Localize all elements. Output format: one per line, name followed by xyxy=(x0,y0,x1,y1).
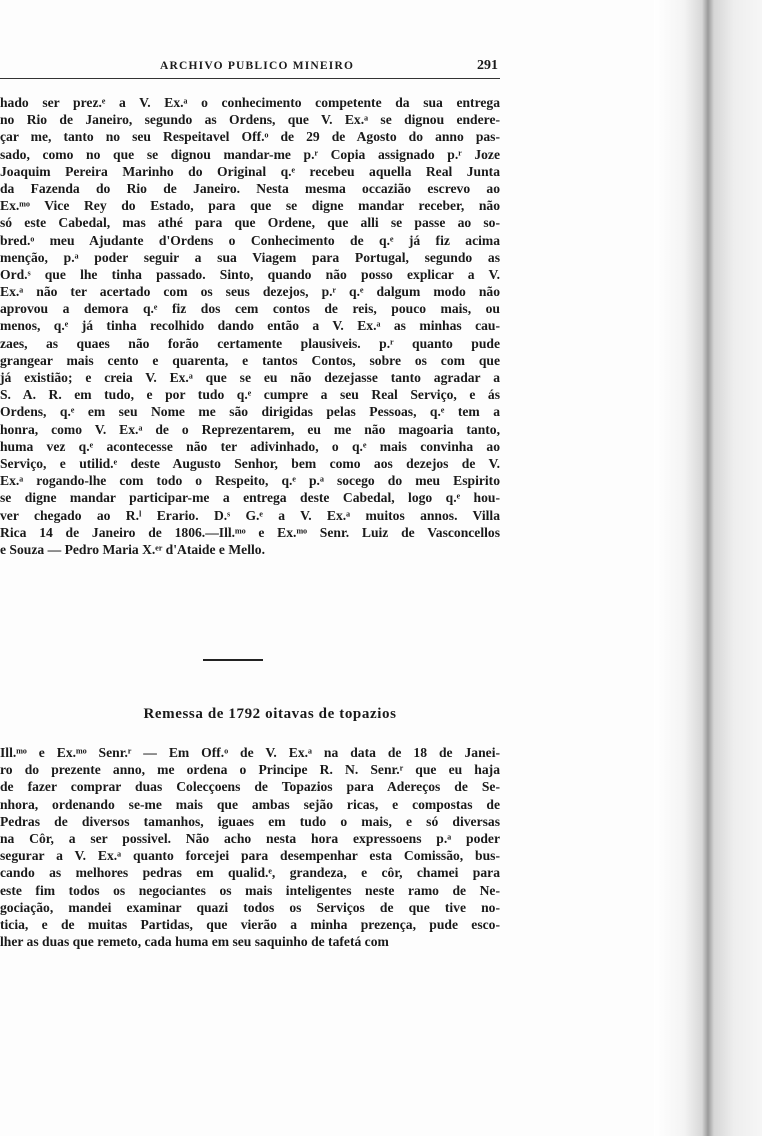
letter-2-line: cando as melhores pedras em qualid.ᵉ, grandeza, e côr, chamei para xyxy=(0,865,500,881)
page-number: 291 xyxy=(477,58,498,73)
letter-1-line: sado, como no que se dignou mandar-me p.ʳ Copia assignado p.ʳ Joze xyxy=(0,146,500,162)
letter-1-line: Ex.ᵃ não ter acertado com os seus dezejos, p.ʳ q.ᵉ dalgum modo não xyxy=(0,284,500,300)
letter-2-line: ticia, e de muitas Partidas, que vierão a minha prezença, pude esco- xyxy=(0,916,500,932)
letter-2-line: de fazer comprar duas Colecçoens de Topazios para Adereços de Se- xyxy=(0,779,500,795)
running-title: ARCHIVO PUBLICO MINEIRO xyxy=(160,60,355,72)
letter-2-line: este fim todos os negociantes os mais inteligentes neste ramo de Ne- xyxy=(0,882,500,898)
letter-1-line: Ord.ˢ que lhe tinha passado. Sinto, quando não posso explicar a V. xyxy=(0,266,500,282)
letter-2-line: gociação, mandei examinar quazi todos os Serviços de que tive no- xyxy=(0,899,500,915)
header-rule xyxy=(0,78,500,79)
letter-2-line: Ill.ᵐᵒ e Ex.ᵐᵒ Senr.ʳ — Em Off.ᵒ de V. Ex.ᵃ na data de 18 de Janei- xyxy=(0,745,500,760)
letter-1-line: honra, como V. Ex.ᵃ de o Reprezentarem, eu me não magoaria tanto, xyxy=(0,421,500,437)
book-spine-shadow xyxy=(654,0,762,1136)
letter-2-line: ro do prezente anno, me ordena o Principe R. N. Senr.ʳ que eu haja xyxy=(0,762,500,778)
letter-1-line: Serviço, e utilid.ᵉ deste Augusto Senhor, bem como aos dezejos de V. xyxy=(0,455,500,471)
letter-body-2 xyxy=(0,744,500,950)
section-separator xyxy=(203,659,263,661)
letter-1-line: huma vez q.ᵉ acontecesse não ter adivinhado, o q.ᵉ mais convinha ao xyxy=(0,438,500,454)
letter-1-line: aprovou a demora q.ᵉ fiz dos cem contos de reis, pouco mais, ou xyxy=(0,301,500,317)
letter-1-line: e Souza — Pedro Maria X.ᵉʳ d'Ataide e Mello. xyxy=(0,541,265,557)
letter-2-line: nhora, ordenando se-me mais que ambas sejão ricas, e compostas de xyxy=(0,796,500,812)
letter-1-line: S. A. R. em tudo, e por tudo q.ᵉ cumpre a seu Real Serviço, e ás xyxy=(0,387,500,403)
letter-1-line: menção, p.ᵃ poder seguir a sua Viagem para Portugal, segundo as xyxy=(0,249,500,265)
letter-1-line: menos, q.ᵉ já tinha recolhido dando então a V. Ex.ᵃ as minhas cau- xyxy=(0,318,500,334)
letter-2-line: lher as duas que remeto, cada huma em seu saquinho de tafetá com xyxy=(0,934,389,950)
letter-1-line: Ex.ᵃ rogando-lhe com todo o Respeito, q.ᵉ p.ᵃ socego do meu Espirito xyxy=(0,473,500,489)
letter-1-line: Ex.ᵐᵒ Vice Rey do Estado, para que se digne mandar receber, não xyxy=(0,198,500,214)
letter-1-line: bred.ᵒ meu Ajudante d'Ordens o Conhecimento de q.ᵉ já fiz acima xyxy=(0,232,500,248)
letter-1-line: Rica 14 de Janeiro de 1806.—Ill.ᵐᵒ e Ex.ᵐᵒ Senr. Luiz de Vasconcellos xyxy=(0,524,500,540)
letter-1-line: no Rio de Janeiro, segundo as Ordens, que V. Ex.ᵃ se dignou endere- xyxy=(0,112,500,128)
letter-2-line: segurar a V. Ex.ᵃ quanto forcejei para desempenhar esta Comissão, bus- xyxy=(0,848,500,864)
letter-1-line: da Fazenda do Rio de Janeiro. Nesta mesma occazião escrevo ao xyxy=(0,180,500,196)
letter-1-line: çar me, tanto no seu Respeitavel Off.ᵒ de 29 de Agosto do anno pas- xyxy=(0,129,500,145)
letter-2-line: Pedras de diversos tamanhos, iguaes em tudo o mais, e só diversas xyxy=(0,813,500,829)
letter-1-line: se digne mandar participar-me a entrega deste Cabedal, logo q.ᵉ hou- xyxy=(0,490,500,506)
letter-1-line: grangear mais cento e quarenta, e tantos Contos, sobre os com que xyxy=(0,352,500,368)
running-head xyxy=(0,58,520,76)
letter-1-line: só este Cabedal, mas athé para que Ordene, que alli se passe ao so- xyxy=(0,215,500,231)
letter-1-line: ver chegado ao R.ˡ Erario. D.ˢ G.ᵉ a V. Ex.ᵃ muitos annos. Villa xyxy=(0,507,500,523)
letter-1-line: Joaquim Pereira Marinho do Original q.ᵉ recebeu aquella Real Junta xyxy=(0,163,500,179)
letter-body-1 xyxy=(0,94,500,558)
letter-1-line: Ordens, q.ᵉ em seu Nome me são dirigidas pelas Pessoas, q.ᵉ tem a xyxy=(0,404,500,420)
letter-2-line: na Côr, a ser possivel. Não acho nesta hora expressoens p.ᵃ poder xyxy=(0,830,500,846)
section-heading: Remessa de 1792 oitavas de topazios xyxy=(143,706,397,722)
letter-1-line: já existião; e creia V. Ex.ᵃ que se eu não dezejasse tanto agradar a xyxy=(0,370,500,385)
letter-1-line: zaes, as quaes não forão certamente plausiveis. p.ʳ quanto pude xyxy=(0,335,500,351)
letter-1-line: hado ser prez.ᵉ a V. Ex.ᵃ o conhecimento competente da sua entrega xyxy=(0,95,500,110)
